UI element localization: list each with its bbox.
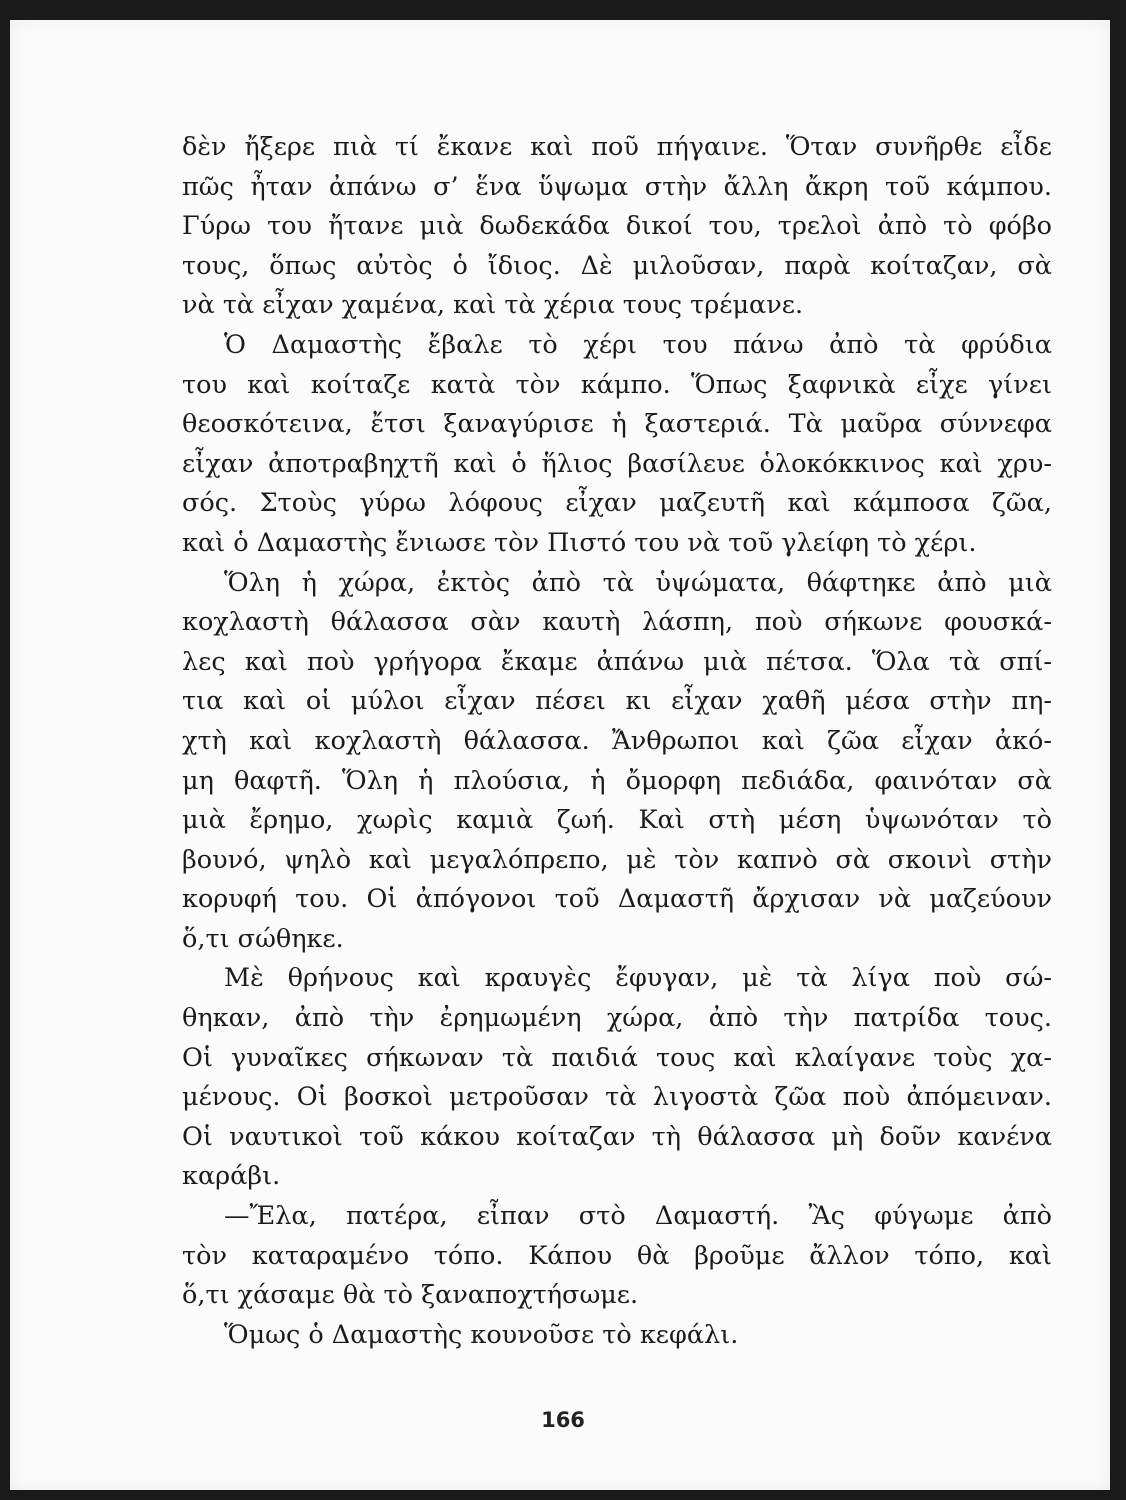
text-line: τους, ὅπως αὐτὸς ὁ ἴδιος. Δὲ μιλοῦσαν, παρὰ κοίταζαν, σὰ	[182, 250, 1052, 281]
text-line: ὅ,τι σώθηκε.	[182, 923, 344, 954]
text-line: λες καὶ ποὺ γρήγορα ἔκαμε ἀπάνω μιὰ πέτσα. Ὅλα τὰ σπί-	[182, 646, 1052, 677]
text-line: εἶχαν ἀποτραβηχτῆ καὶ ὁ ἥλιος βασίλευε ὁλοκόκκινος καὶ χρυ-	[182, 448, 1052, 479]
text-line: βουνό, ψηλὸ καὶ μεγαλόπρεπο, μὲ τὸν καπνὸ σὰ σκοινὶ στὴν	[182, 844, 1052, 875]
text-line: καράβι.	[182, 1161, 281, 1192]
text-line: πῶς ἦταν ἀπάνω σ’ ἕνα ὕψωμα στὴν ἄλλη ἄκρη τοῦ κάμπου.	[182, 171, 1052, 202]
text-line: τια καὶ οἱ μύλοι εἶχαν πέσει κι εἶχαν χαθῆ μέσα στὴν πη-	[182, 686, 1052, 717]
text-line: χτὴ καὶ κοχλαστὴ θάλασσα. Ἄνθρωποι καὶ ζῶα εἶχαν ἀκό-	[182, 725, 1052, 756]
text-line: Οἱ γυναῖκες σήκωναν τὰ παιδιά τους καὶ κλαίγανε τοὺς χα-	[182, 1042, 1052, 1073]
text-line: Ὅμως ὁ Δαμαστὴς κουνοῦσε τὸ κεφάλι.	[224, 1319, 739, 1350]
text-line: κοχλαστὴ θάλασσα σὰν καυτὴ λάσπη, ποὺ σήκωνε φουσκά-	[182, 607, 1052, 638]
text-line: δὲν ἤξερε πιὰ τί ἔκανε καὶ ποῦ πήγαινε. Ὅταν συνῆρθε εἶδε	[182, 132, 1052, 162]
text-line: —Ἔλα, πατέρα, εἶπαν στὸ Δαμαστή. Ἂς φύγωμε ἀπὸ	[224, 1201, 1052, 1232]
text-line: μένους. Οἱ βοσκοὶ μετροῦσαν τὰ λιγοστὰ ζῶα ποὺ ἀπόμειναν.	[182, 1082, 1052, 1113]
body-text	[182, 128, 1052, 1355]
text-line: κορυφή του. Οἱ ἀπόγονοι τοῦ Δαμαστῆ ἄρχισαν νὰ μαζεύουν	[182, 884, 1052, 915]
text-line: ὅ,τι χάσαμε θὰ τὸ ξαναποχτήσωμε.	[182, 1280, 639, 1311]
text-line: Ὅλη ἡ χώρα, ἐκτὸς ἀπὸ τὰ ὑψώματα, θάφτηκε ἀπὸ μιὰ	[224, 567, 1052, 598]
text-line: σός. Στοὺς γύρω λόφους εἶχαν μαζευτῆ καὶ κάμποσα ζῶα,	[182, 488, 1052, 519]
text-line: μιὰ ἔρημο, χωρὶς καμιὰ ζωή. Καὶ στὴ μέση ὑψωνόταν τὸ	[182, 805, 1052, 836]
text-line: νὰ τὰ εἶχαν χαμένα, καὶ τὰ χέρια τους τρέμανε.	[182, 290, 804, 321]
text-line: καὶ ὁ Δαμαστὴς ἔνιωσε τὸν Πιστό του νὰ τοῦ γλείφη τὸ χέρι.	[182, 527, 977, 558]
text-line: Μὲ θρήνους καὶ κραυγὲς ἔφυγαν, μὲ τὰ λίγα ποὺ σώ-	[224, 963, 1052, 994]
text-line: θεοσκότεινα, ἔτσι ξαναγύρισε ἡ ξαστεριά. Τὰ μαῦρα σύννεφα	[182, 409, 1052, 440]
text-line: μη θαφτῆ. Ὅλη ἡ πλούσια, ἡ ὄμορφη πεδιάδα, φαινόταν σὰ	[182, 765, 1052, 796]
text-line: θηκαν, ἀπὸ τὴν ἐρημωμένη χώρα, ἀπὸ τὴν πατρίδα τους.	[182, 1003, 1052, 1034]
text-line: Οἱ ναυτικοὶ τοῦ κάκου κοίταζαν τὴ θάλασσα μὴ δοῦν κανένα	[182, 1121, 1052, 1152]
text-line: Γύρω του ἤτανε μιὰ δωδεκάδα δικοί του, τρελοὶ ἀπὸ τὸ φόβο	[182, 211, 1052, 242]
text-line: τὸν καταραμένο τόπο. Κάπου θὰ βροῦμε ἄλλον τόπο, καὶ	[182, 1240, 1052, 1271]
page-number: 166	[541, 1408, 585, 1432]
text-line: του καὶ κοίταζε κατὰ τὸν κάμπο. Ὅπως ξαφνικὰ εἶχε γίνει	[182, 369, 1052, 400]
text-line: Ὁ Δαμαστὴς ἔβαλε τὸ χέρι του πάνω ἀπὸ τὰ φρύδια	[224, 329, 1052, 360]
